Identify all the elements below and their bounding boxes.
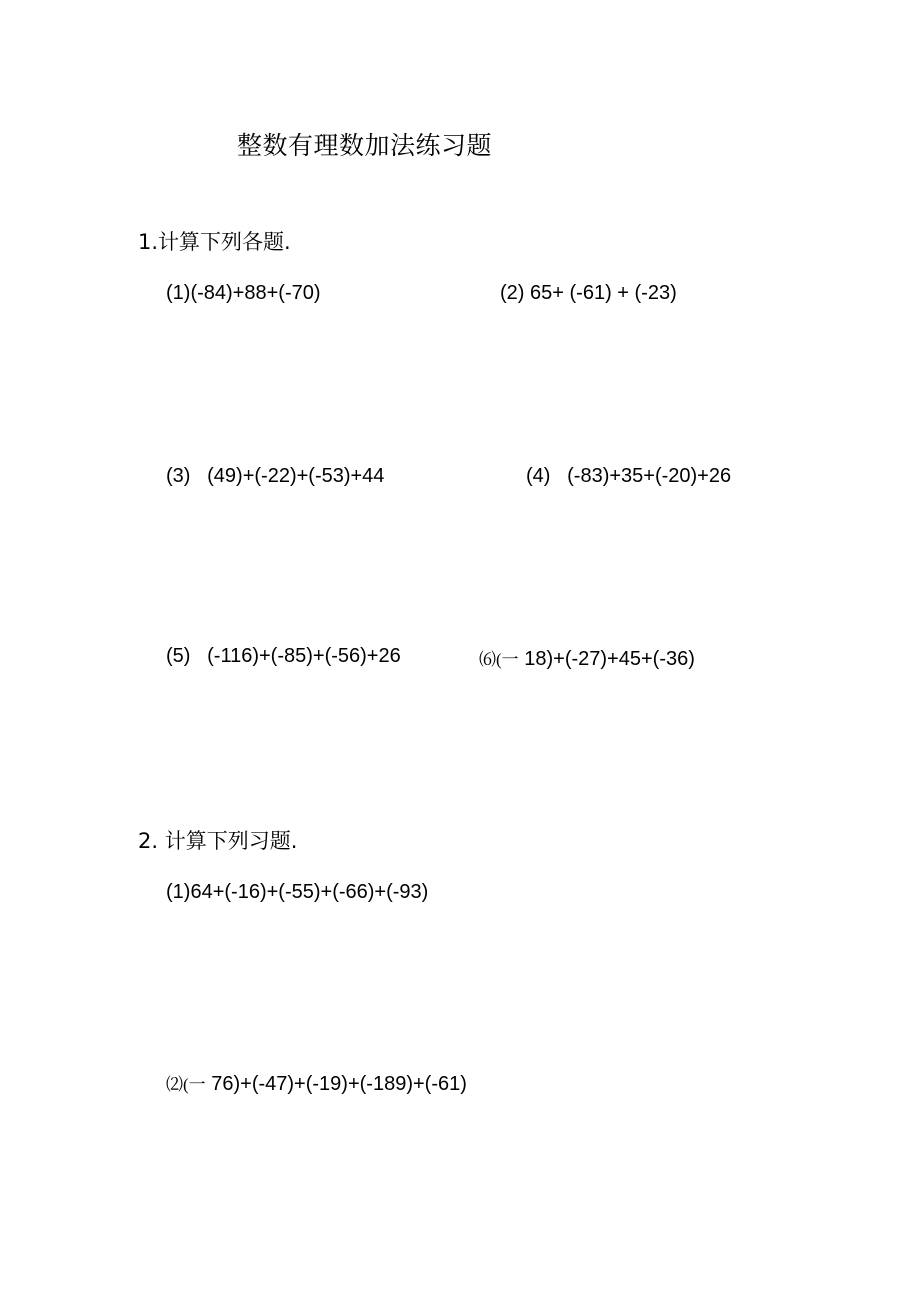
problem-expression: (-84)+88+(-70): [190, 282, 321, 304]
problem-label: (1): [166, 282, 191, 304]
problem-1-4: [526, 466, 731, 486]
problem-1-5: [166, 646, 401, 666]
problem-1-2: [500, 283, 677, 303]
problem-label: ⑹(一: [479, 650, 519, 669]
problem-expression: 18)+(-27)+45+(-36): [524, 648, 695, 670]
problem-1-1: [166, 283, 321, 303]
problem-expression: 65+ (-61) + (-23): [530, 282, 677, 304]
problem-expression: 76)+(-47)+(-19)+(-189)+(-61): [211, 1073, 467, 1095]
problem-label: ⑵(一: [166, 1075, 206, 1094]
problem-expression: (-116)+(-85)+(-56)+26: [207, 645, 401, 667]
problem-label: (5): [166, 645, 191, 667]
problem-expression: (49)+(-22)+(-53)+44: [207, 465, 385, 487]
section-1-heading: 1.计算下列各题.: [138, 230, 291, 254]
problem-1-6: [479, 649, 695, 669]
problem-label: (3): [166, 465, 191, 487]
problem-label: (2): [500, 282, 525, 304]
section-2-heading: 2. 计算下列习题.: [138, 829, 298, 853]
problem-2-2: [166, 1074, 467, 1094]
problem-2-1: [166, 882, 428, 902]
problem-label: (1): [166, 881, 191, 903]
problem-label: (4): [526, 465, 551, 487]
page-title: 整数有理数加法练习题: [237, 131, 493, 160]
problem-expression: (-83)+35+(-20)+26: [567, 465, 732, 487]
problem-1-3: [166, 466, 384, 486]
problem-expression: 64+(-16)+(-55)+(-66)+(-93): [190, 881, 429, 903]
